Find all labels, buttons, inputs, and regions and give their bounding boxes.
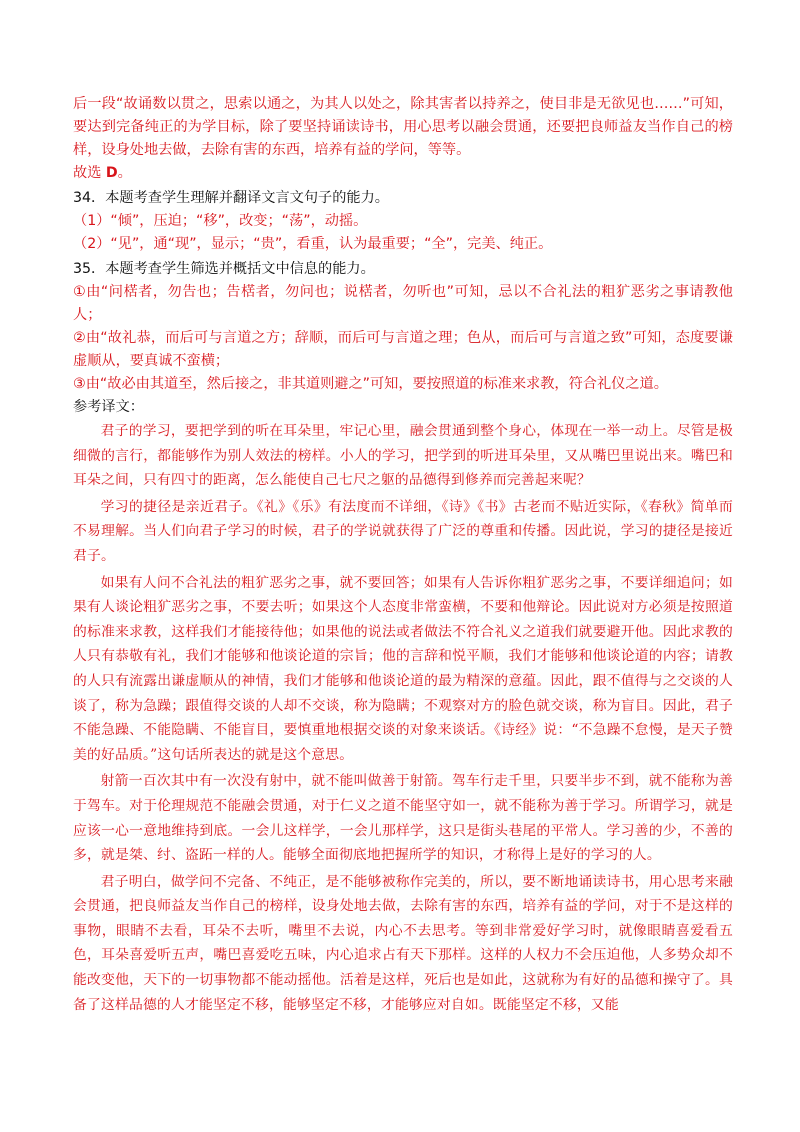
- translation-paragraph-2: 学习的捷径是亲近君子。《礼》《乐》有法度而不详细，《诗》《书》古老而不贴近实际，《春秋》简单而不易理解。当人们向君子学习的时候，君子的学说就获得了广泛的尊重和传播。因此说，学习的捷径是接近君子。: [73, 498, 733, 564]
- q35-item-3: ③由“故必由其道至，然后接之，非其道则避之”可知，要按照道的标准来求教，符合礼仪之道。: [73, 376, 668, 392]
- q34-item-1: （1）“倾”，压迫；“移”，改变；“荡”，动摇。: [73, 213, 368, 229]
- translation-label: 参考译文：: [73, 399, 144, 415]
- translation-paragraph-3: 如果有人问不合礼法的粗犷恶劣之事，就不要回答；如果有人告诉你粗犷恶劣之事，不要详细追问；如果有人谈论粗犷恶劣之事，不要去听；如果这个人态度非常蛮横，不要和他辩论。因此说对方必须是按照道的标准来求教，这样我们才能接待他；如果他的说法或者做法不符合礼义之道我们就要避开他。因此求教的人只有恭敬有礼，我们才能够和他谈论道的宗旨；他的言辞和悦平顺，我们才能够和他谈论道的内容；请教的人只有流露出谦虚顺从的神情，我们才能够和他谈论道的最为精深的意蕴。因此，跟不值得与之交谈的人谈了，称为急躁；跟值得交谈的人却不交谈，称为隐瞒；不观察对方的脸色就交谈，称为盲目。因此，君子不能急躁、不能隐瞒、不能盲目，要慎重地根据交谈的对象来谈话。《诗经》说：“不急躁不怠慢，是天子赞美的好品质。”这句话所表达的就是这个意思。: [73, 574, 733, 763]
- translation-paragraph-5: 君子明白，做学问不完备、不纯正，是不能够被称作完美的，所以，要不断地诵读诗书，用心思考来融会贯通，把良师益友当作自己的榜样，设身处地去做，去除有害的东西，培养有益的学问，对于不是这样的事物，眼睛不去看，耳朵不去听，嘴里不去说，内心不去思考。等到非常爱好学习时，就像眼睛喜爱看五色，耳朵喜爱听五声，嘴巴喜爱吃五味，内心追求占有天下那样。这样的人权力不会压迫他，人多势众却不能改变他，天下的一切事物都不能动摇他。活着是这样，死后也是如此，这就称为有好的品德和操守了。具备了这样品德的人才能坚定不移，能够坚定不移，才能够应对自如。既能坚定不移，又能: [73, 873, 733, 1013]
- intro-paragraph: 后一段“故诵数以贯之，思索以通之，为其人以处之，除其害者以持养之，使目非是无欲见也……”可知，要达到完备纯正的为学目标，除了要坚持诵读诗书，用心思考以融会贯通，还要把良师益友当作自己的榜样，设身处地去做，去除有害的东西，培养有益的学问，等等。: [73, 96, 733, 158]
- q35-heading: 35．本题考查学生筛选并概括文中信息的能力。: [73, 261, 375, 277]
- q35-item-2: ②由“故礼恭，而后可与言道之方；辞顺，而后可与言道之理；色从，而后可与言道之致”可知，态度要谦虚顺从，要真诚不蛮横；: [73, 330, 733, 369]
- q34-item-2: （2）“见”，通“现”，显示；“贵”，看重，认为最重要；“全”，完美、纯正。: [73, 236, 553, 252]
- translation-paragraph-1: 君子的学习，要把学到的听在耳朵里，牢记心里，融会贯通到整个身心，体现在一举一动上。尽管是极细微的言行，都能够作为别人效法的榜样。小人的学习，把学到的听进耳朵里，又从嘴巴里说出来。嘴巴和耳朵之间，只有四寸的距离，怎么能使自己七尺之躯的品德得到修养而完善起来呢？: [73, 423, 733, 489]
- answer-letter: D: [105, 165, 118, 181]
- q34-heading: 34．本题考查学生理解并翻译文言文句子的能力。: [73, 190, 389, 206]
- q35-item-1: ①由“问楛者，勿告也；告楛者，勿问也；说楛者，勿听也”可知，忌以不合礼法的粗犷恶劣之事请教他人；: [73, 284, 733, 323]
- answer-line: [73, 162, 733, 185]
- answer-prefix: 故选: [73, 165, 106, 181]
- document-page: [73, 93, 733, 1017]
- translation-paragraph-4: 射箭一百次其中有一次没有射中，就不能叫做善于射箭。驾车行走千里，只要半步不到，就不能称为善于驾车。对于伦理规范不能融会贯通，对于仁义之道不能坚守如一，就不能称为善于学习。所谓学习，就是应该一心一意地维持到底。一会儿这样学，一会儿那样学，这只是街头巷尾的平常人。学习善的少，不善的多，就是桀、纣、盗跖一样的人。能够全面彻底地把握所学的知识，才称得上是好的学习的人。: [73, 773, 733, 864]
- answer-suffix: 。: [117, 165, 132, 181]
